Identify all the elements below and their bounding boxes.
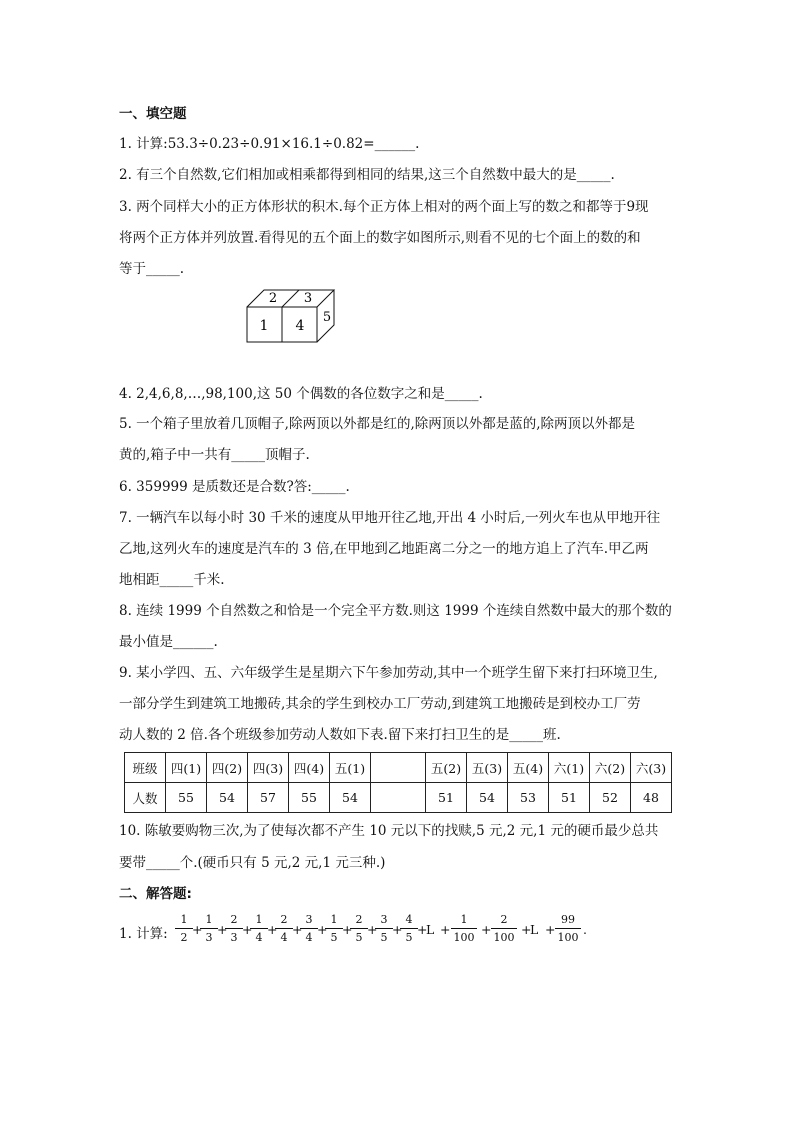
plus-sign: +	[217, 922, 228, 937]
question-10-line-2: 要带_____个.(硬币只有 5 元,2 元,1 元三种.)	[119, 855, 386, 871]
fraction-denominator: 2	[180, 931, 188, 944]
fraction	[491, 912, 517, 945]
fraction-denominator: 4	[280, 931, 288, 944]
fraction-numerator: 1	[180, 913, 188, 926]
cube-figure	[244, 287, 344, 345]
fraction-bar	[300, 928, 318, 929]
cube-top-divider	[282, 290, 299, 307]
fraction-numerator: 2	[500, 913, 508, 926]
fraction-bar	[555, 928, 581, 929]
plus-sign: +	[545, 922, 556, 937]
fraction-bar	[491, 928, 517, 929]
question-5-line-1: 5. 一个箱子里放着几顶帽子,除两顶以外都是红的,除两顶以外都是蓝的,除两顶以外都是	[119, 416, 636, 432]
fraction-denominator: 3	[230, 931, 238, 944]
fraction-bar	[175, 928, 193, 929]
table-cell: 57	[248, 783, 289, 813]
fraction	[225, 912, 243, 945]
table-cell: 48	[631, 783, 672, 813]
fraction-numerator: 3	[305, 913, 313, 926]
plus-sign: +	[367, 922, 378, 937]
plus-sign: +	[481, 922, 492, 937]
end-period: .	[583, 922, 587, 937]
table-cell: 四(1)	[166, 753, 207, 783]
cube-side-number: 5	[322, 310, 332, 325]
fraction	[200, 912, 218, 945]
fraction	[275, 912, 293, 945]
question-3-line-2: 将两个正方体并列放置.看得见的五个面上的数字如图所示,则看不见的七个面上的数的和	[119, 230, 641, 246]
table-cell: 53	[508, 783, 549, 813]
table-cell: 六(2)	[590, 753, 631, 783]
table-cell: 五(1)	[330, 753, 371, 783]
formula-label: 1. 计算:	[119, 926, 168, 942]
question-1: 1. 计算:53.3÷0.23÷0.91×16.1÷0.82=______.	[119, 136, 420, 152]
fraction-numerator: 2	[230, 913, 238, 926]
table-cell: 54	[330, 783, 371, 813]
question-6: 6. 359999 是质数还是合数?答:_____.	[119, 479, 350, 495]
fraction	[175, 912, 193, 945]
fraction	[325, 912, 343, 945]
table-cell: 四(3)	[248, 753, 289, 783]
question-8-line-2: 最小值是______.	[119, 634, 218, 650]
question-9-line-1: 9. 某小学四、五、六年级学生是星期六下午参加劳动,其中一个班学生留下来打扫环境卫生,	[119, 665, 658, 681]
plus-sign: +	[317, 922, 328, 937]
plus-sign: +	[440, 922, 451, 937]
question-2: 2. 有三个自然数,它们相加或相乘都得到相同的结果,这三个自然数中最大的是_____.	[119, 167, 615, 183]
fraction-denominator: 100	[453, 931, 475, 944]
question-9-line-3: 动人数的 2 倍.各个班级参加劳动人数如下表.留下来打扫卫生的是_____班.	[119, 727, 561, 743]
table-cell: 六(1)	[549, 753, 590, 783]
question-7-line-2: 乙地,这列火车的速度是汽车的 3 倍,在甲地到乙地距离二分之一的地方追上了汽车.甲乙两	[119, 541, 649, 557]
question-4: 4. 2,4,6,8,…,98,100,这 50 个偶数的各位数字之和是_____.	[119, 386, 483, 402]
question-8-line-1: 8. 连续 1999 个自然数之和恰是一个完全平方数.则这 1999 个连续自然数中最大的那个数的	[119, 603, 672, 619]
ellipsis-symbol: L	[426, 922, 435, 937]
table-cell: 54	[207, 783, 248, 813]
plus-sign: +	[342, 922, 353, 937]
table-cell: 52	[590, 783, 631, 813]
fraction-denominator: 5	[330, 931, 338, 944]
table-cell: 55	[289, 783, 330, 813]
question-9-line-2: 一部分学生到建筑工地搬砖,其余的学生到校办工厂劳动,到建筑工地搬砖是到校办工厂劳	[119, 696, 641, 712]
plus-sign: +	[242, 922, 253, 937]
fraction-denominator: 3	[205, 931, 213, 944]
fraction-denominator: 4	[305, 931, 313, 944]
section-title-fill-blank: 一、填空题	[119, 106, 187, 122]
table-cell: 五(2)	[426, 753, 467, 783]
fraction-bar	[350, 928, 368, 929]
cube-top-right-number: 3	[303, 291, 313, 306]
table-cell: 四(2)	[207, 753, 248, 783]
cube-top-left-number: 2	[268, 291, 278, 306]
plus-sign: +	[521, 922, 532, 937]
plus-sign: +	[267, 922, 278, 937]
table-row	[125, 783, 672, 813]
fraction-numerator: 3	[380, 913, 388, 926]
table-cell	[371, 783, 426, 813]
table-row	[125, 753, 672, 783]
fraction	[300, 912, 318, 945]
section-title-solve: 二、解答题:	[119, 886, 192, 902]
table-cell: 51	[426, 783, 467, 813]
table-cell: 五(4)	[508, 753, 549, 783]
fraction	[350, 912, 368, 945]
fraction	[451, 912, 477, 945]
fraction-bar	[375, 928, 393, 929]
plus-sign: +	[192, 922, 203, 937]
fraction-denominator: 4	[255, 931, 263, 944]
fraction-bar	[275, 928, 293, 929]
question-10-line-1: 10. 陈敏要购物三次,为了使每次都不产生 10 元以下的找赎,5 元,2 元,1 元的硬币最少总共	[119, 823, 659, 839]
question-5-line-2: 黄的,箱子中一共有_____顶帽子.	[119, 447, 310, 463]
cube-front-left-number: 1	[259, 318, 269, 334]
table-cell: 51	[549, 783, 590, 813]
fraction-denominator: 100	[557, 931, 579, 944]
table-cell: 四(4)	[289, 753, 330, 783]
fraction-numerator: 1	[205, 913, 213, 926]
fraction-denominator: 100	[493, 931, 515, 944]
question-7-line-1: 7. 一辆汽车以每小时 30 千米的速度从甲地开往乙地,开出 4 小时后,一列火车也从甲地开往	[119, 510, 661, 526]
table-cell: 55	[166, 783, 207, 813]
question-3-line-1: 3. 两个同样大小的正方体形状的积木.每个正方体上相对的两个面上写的数之和都等于9现	[119, 199, 649, 215]
fraction-denominator: 5	[380, 931, 388, 944]
table-cell: 五(3)	[467, 753, 508, 783]
fraction	[555, 912, 581, 945]
fraction-bar	[200, 928, 218, 929]
fraction-bar	[225, 928, 243, 929]
fraction-denominator: 5	[405, 931, 413, 944]
table-cell	[371, 753, 426, 783]
cube-front-right-number: 4	[295, 318, 305, 334]
fraction-denominator: 5	[355, 931, 363, 944]
fraction-numerator: 1	[255, 913, 263, 926]
table-cell: 六(3)	[631, 753, 672, 783]
fraction-numerator: 1	[460, 913, 468, 926]
plus-sign: +	[292, 922, 303, 937]
question-3-line-3: 等于_____.	[119, 261, 185, 277]
fraction-numerator: 1	[330, 913, 338, 926]
fraction-numerator: 2	[355, 913, 363, 926]
fraction	[250, 912, 268, 945]
table-cell: 54	[467, 783, 508, 813]
fraction	[400, 912, 418, 945]
fraction-numerator: 99	[561, 913, 575, 926]
plus-sign: +	[392, 922, 403, 937]
fraction-bar	[325, 928, 343, 929]
fraction	[375, 912, 393, 945]
fraction-bar	[451, 928, 477, 929]
table-header-cell: 班级	[125, 753, 166, 783]
fraction-bar	[400, 928, 418, 929]
fraction-bar	[250, 928, 268, 929]
question-7-line-3: 地相距_____千米.	[119, 572, 225, 588]
class-counts-table	[124, 752, 672, 813]
plus-sign: +	[417, 922, 428, 937]
ellipsis-symbol: L	[530, 922, 539, 937]
fraction-numerator: 4	[405, 913, 413, 926]
fraction-numerator: 2	[280, 913, 288, 926]
table-header-cell: 人数	[125, 783, 166, 813]
